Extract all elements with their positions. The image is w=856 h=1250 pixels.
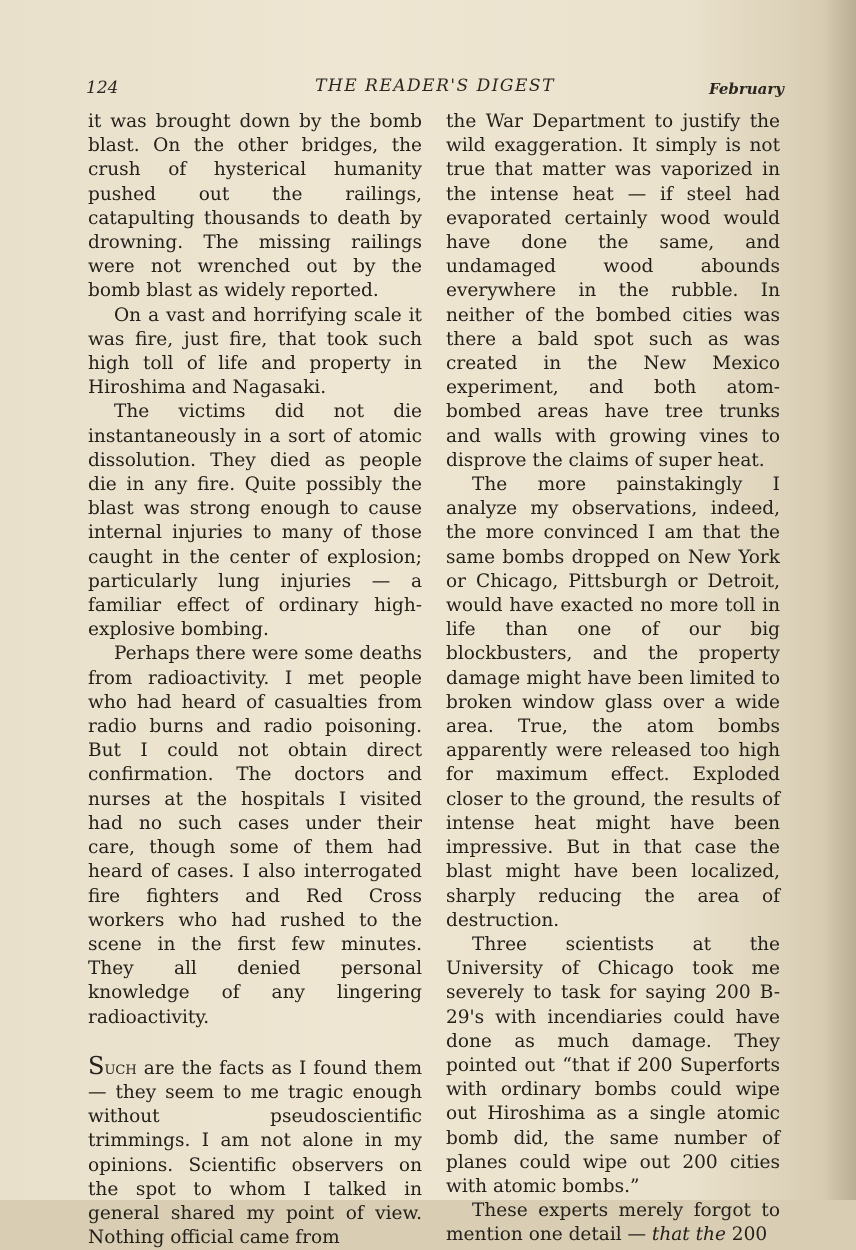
paragraph [446,1199,780,1247]
small-caps-lead: uch [104,1057,137,1079]
right-column [446,110,780,1248]
issue-month: February [708,80,784,98]
paragraph: On a vast and horrifying scale it was fire, just fire, that took such high toll of life and property in Hiroshima and Nagasaki. [88,304,422,399]
paragraph: the War Department to justify the wild exaggeration. It simply is not true that matter was vaporized in the intense heat — if steel had evaporated certainly wood would have done the same, and undamaged wood abounds everywhere in the rubble. In neither of the bombed cities was there a bald spot such as was created in the New Mexico experiment, and both atom-bombed areas have tree trunks and walls with growing vines to disprove the claims of super heat. [446,111,780,471]
paragraph-text: 200 [725,1224,768,1246]
paragraph: The more painstakingly I analyze my observations, indeed, the more convinced I am that the same bombs dropped on New York or Chicago, Pittsburgh or Detroit, would have exacted no more toll in life than one of our big blockbusters, and the property damage might have been limited to broken window glass over a wide area. True, the atom bombs apparently were released too high for maximum effect. Exploded closer to the ground, the results of intense heat might have been impressive. But in that case the blast might have been localized, sharply reducing the area of destruction. [446,474,780,931]
left-column [88,110,422,1250]
paragraph: Perhaps there were some deaths from radioactivity. I met people who had heard of casualties from radio burns and radio poisoning. But I could not obtain direct confirmation. The doctors and nurses at the hospitals I visited had no such cases under their care, though some of them had heard of cases. I also interrogated fire fighters and Red Cross workers who had rushed to the scene in the first few minutes. They all denied personal knowledge of any lingering radioactivity. [88,643,422,1028]
paragraph-text: These experts merely forgot to mention one detail — [446,1200,780,1246]
publication-title: THE READER'S DIGEST [315,76,555,96]
paragraph: Three scientists at the University of Chicago took me severely to task for saying 200 B-29's with incendiaries could have done as much damage. They pointed out “that if 200 Superforts with ordinary bombs could wipe out Hiroshima as a single atomic bomb did, the same number of planes could wipe out 200 cities with atomic bombs.” [446,933,780,1197]
page-number: 124 [86,78,119,98]
drop-cap: S [88,1051,105,1080]
italic-text: that the [651,1224,726,1246]
paragraph-text: are the facts as I found them — they seem to me tragic enough without pseudoscientific trimmings. I am not alone in my opinions. Scientific observers on the spot to whom I talked in general shared my point of view. Nothing official came from [88,1057,422,1249]
paragraph: it was brought down by the bomb blast. On the other bridges, the crush of hysterical humanity pushed out the railings, catapulting thousands to death by drowning. The missing railings were not wrenched out by the bomb blast as widely reported. [88,111,422,302]
running-header [86,74,784,108]
paragraph: The victims did not die instantaneously in a sort of atomic dissolution. They died as people die in any fire. Quite possibly the blast was strong enough to cause internal injuries to many of those caught in the center of explosion; particularly lung injuries — a familiar effect of ordinary high-explosive bombing. [88,401,422,641]
section-paragraph [88,1051,422,1250]
